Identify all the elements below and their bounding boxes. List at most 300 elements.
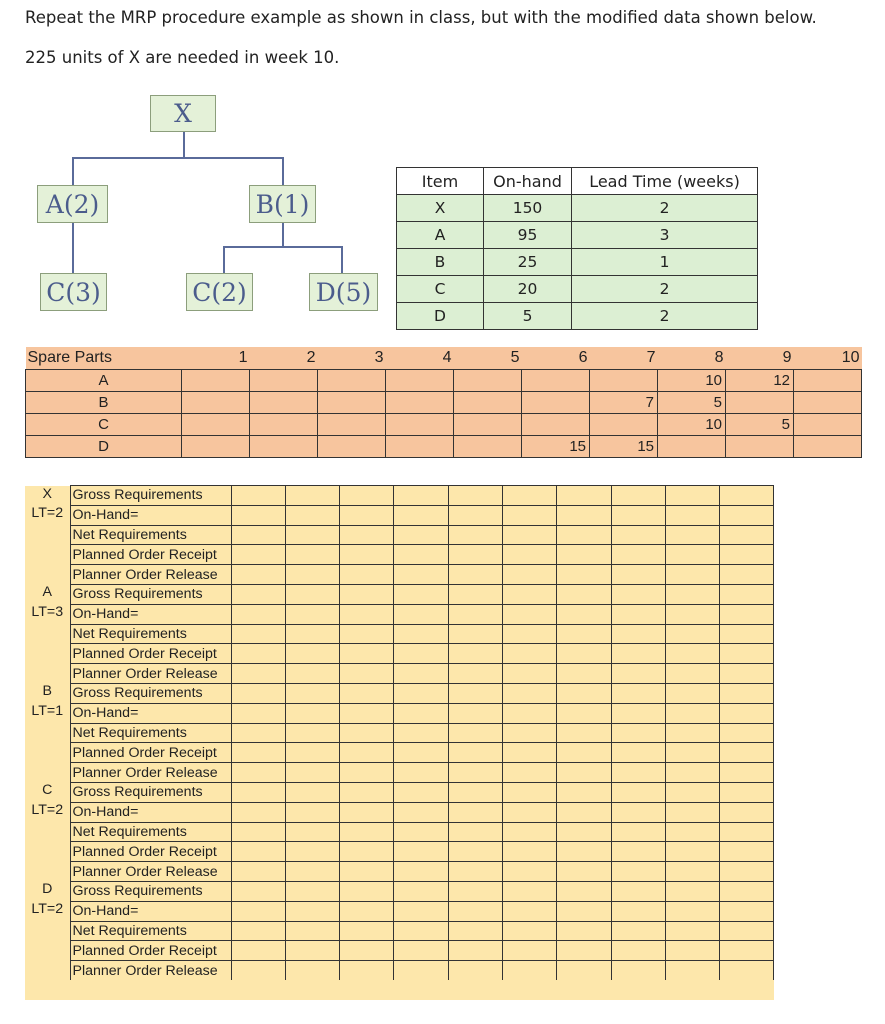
mrp-cell[interactable] <box>720 941 774 961</box>
mrp-cell[interactable] <box>665 901 719 921</box>
mrp-cell[interactable] <box>448 862 502 882</box>
mrp-cell[interactable] <box>665 565 719 585</box>
mrp-cell[interactable] <box>394 723 448 743</box>
mrp-cell[interactable] <box>611 723 665 743</box>
mrp-cell[interactable] <box>665 881 719 901</box>
mrp-cell[interactable] <box>448 881 502 901</box>
mrp-cell[interactable] <box>502 644 556 664</box>
mrp-cell[interactable] <box>502 961 556 981</box>
mrp-cell[interactable] <box>340 486 394 506</box>
mrp-item-name: X <box>25 486 70 506</box>
mrp-cell[interactable] <box>611 565 665 585</box>
mrp-cell[interactable] <box>394 802 448 822</box>
mrp-cell[interactable] <box>231 624 285 644</box>
spare-parts-cell: 5 <box>726 413 794 435</box>
mrp-cell[interactable] <box>665 505 719 525</box>
mrp-cell[interactable] <box>448 723 502 743</box>
mrp-cell[interactable] <box>448 584 502 604</box>
mrp-cell[interactable] <box>502 683 556 703</box>
mrp-cell[interactable] <box>340 782 394 802</box>
tree-connector <box>282 157 284 185</box>
mrp-cell[interactable] <box>231 683 285 703</box>
mrp-cell[interactable] <box>285 881 339 901</box>
mrp-cell[interactable] <box>720 703 774 723</box>
spare-parts-cell <box>250 413 318 435</box>
mrp-cell[interactable] <box>340 703 394 723</box>
mrp-cell[interactable] <box>394 881 448 901</box>
mrp-cell[interactable] <box>720 763 774 783</box>
inventory-header-item: Item <box>397 168 484 195</box>
mrp-cell[interactable] <box>502 703 556 723</box>
mrp-cell[interactable] <box>720 505 774 525</box>
mrp-cell[interactable] <box>285 644 339 664</box>
inventory-onhand: 5 <box>484 303 572 330</box>
mrp-cell[interactable] <box>557 565 611 585</box>
mrp-cell[interactable] <box>340 862 394 882</box>
spare-parts-cell: 7 <box>590 391 658 413</box>
mrp-cell[interactable] <box>665 743 719 763</box>
mrp-cell[interactable] <box>665 763 719 783</box>
mrp-cell[interactable] <box>502 486 556 506</box>
spare-parts-cell <box>522 369 590 391</box>
mrp-cell[interactable] <box>665 525 719 545</box>
mrp-cell[interactable] <box>502 565 556 585</box>
mrp-cell[interactable] <box>611 525 665 545</box>
mrp-cell[interactable] <box>394 862 448 882</box>
mrp-cell[interactable] <box>720 525 774 545</box>
mrp-row <box>25 505 774 525</box>
mrp-item-spacer <box>25 525 70 545</box>
mrp-cell[interactable] <box>394 941 448 961</box>
mrp-item-leadtime: LT=2 <box>25 901 70 921</box>
mrp-cell[interactable] <box>448 961 502 981</box>
tree-node-x: X <box>150 95 216 132</box>
mrp-cell[interactable] <box>557 604 611 624</box>
mrp-cell[interactable] <box>285 723 339 743</box>
mrp-cell[interactable] <box>340 525 394 545</box>
mrp-cell[interactable] <box>665 664 719 684</box>
mrp-cell[interactable] <box>448 782 502 802</box>
mrp-cell[interactable] <box>231 664 285 684</box>
mrp-cell[interactable] <box>557 664 611 684</box>
mrp-cell[interactable] <box>340 604 394 624</box>
mrp-cell[interactable] <box>665 683 719 703</box>
mrp-cell[interactable] <box>340 565 394 585</box>
mrp-cell[interactable] <box>665 624 719 644</box>
mrp-cell[interactable] <box>231 881 285 901</box>
mrp-cell[interactable] <box>557 881 611 901</box>
mrp-cell[interactable] <box>340 881 394 901</box>
mrp-cell[interactable] <box>502 921 556 941</box>
mrp-cell[interactable] <box>285 683 339 703</box>
mrp-cell[interactable] <box>340 545 394 565</box>
mrp-cell[interactable] <box>557 525 611 545</box>
mrp-cell[interactable] <box>502 624 556 644</box>
mrp-cell[interactable] <box>502 901 556 921</box>
mrp-cell[interactable] <box>340 723 394 743</box>
mrp-cell[interactable] <box>502 743 556 763</box>
mrp-cell[interactable] <box>611 763 665 783</box>
mrp-cell[interactable] <box>502 664 556 684</box>
mrp-cell[interactable] <box>394 505 448 525</box>
mrp-cell[interactable] <box>557 486 611 506</box>
mrp-cell[interactable] <box>448 703 502 723</box>
mrp-cell[interactable] <box>611 941 665 961</box>
mrp-cell[interactable] <box>502 584 556 604</box>
tree-node-c-under-b: C(2) <box>186 273 253 311</box>
mrp-cell[interactable] <box>720 842 774 862</box>
mrp-cell[interactable] <box>340 624 394 644</box>
mrp-item-name: C <box>25 782 70 802</box>
mrp-cell[interactable] <box>285 664 339 684</box>
mrp-cell[interactable] <box>665 921 719 941</box>
mrp-cell[interactable] <box>231 644 285 664</box>
mrp-cell[interactable] <box>720 921 774 941</box>
instruction-line-1: Repeat the MRP procedure example as shown in class, but with the modified data shown below. <box>25 8 817 27</box>
mrp-cell[interactable] <box>394 624 448 644</box>
mrp-item-spacer <box>25 921 70 941</box>
mrp-cell[interactable] <box>394 743 448 763</box>
mrp-row-label: Planned Order Receipt <box>70 545 231 565</box>
mrp-cell[interactable] <box>285 703 339 723</box>
mrp-cell[interactable] <box>231 842 285 862</box>
mrp-cell[interactable] <box>285 525 339 545</box>
mrp-cell[interactable] <box>394 604 448 624</box>
spare-parts-part: A <box>26 369 182 391</box>
mrp-cell[interactable] <box>611 604 665 624</box>
mrp-cell[interactable] <box>665 486 719 506</box>
mrp-cell[interactable] <box>448 525 502 545</box>
mrp-cell[interactable] <box>720 565 774 585</box>
mrp-cell[interactable] <box>611 842 665 862</box>
mrp-cell[interactable] <box>231 723 285 743</box>
mrp-cell[interactable] <box>448 624 502 644</box>
mrp-cell[interactable] <box>394 545 448 565</box>
mrp-cell[interactable] <box>394 901 448 921</box>
mrp-cell[interactable] <box>394 782 448 802</box>
mrp-row-label: Net Requirements <box>70 624 231 644</box>
mrp-cell[interactable] <box>665 961 719 981</box>
mrp-cell[interactable] <box>448 664 502 684</box>
mrp-cell[interactable] <box>285 743 339 763</box>
mrp-cell[interactable] <box>340 901 394 921</box>
mrp-cell[interactable] <box>611 961 665 981</box>
mrp-cell[interactable] <box>231 604 285 624</box>
mrp-cell[interactable] <box>448 743 502 763</box>
mrp-cell[interactable] <box>611 901 665 921</box>
mrp-cell[interactable] <box>665 941 719 961</box>
mrp-cell[interactable] <box>285 862 339 882</box>
mrp-cell[interactable] <box>394 525 448 545</box>
mrp-cell[interactable] <box>394 921 448 941</box>
mrp-cell[interactable] <box>340 941 394 961</box>
spare-parts-cell <box>590 369 658 391</box>
mrp-cell[interactable] <box>448 842 502 862</box>
mrp-cell[interactable] <box>720 486 774 506</box>
mrp-cell[interactable] <box>448 604 502 624</box>
mrp-cell[interactable] <box>611 703 665 723</box>
mrp-cell[interactable] <box>557 743 611 763</box>
spare-parts-cell <box>454 435 522 457</box>
mrp-cell[interactable] <box>394 703 448 723</box>
mrp-cell[interactable] <box>448 941 502 961</box>
mrp-cell[interactable] <box>665 604 719 624</box>
mrp-cell[interactable] <box>448 565 502 585</box>
mrp-cell[interactable] <box>557 901 611 921</box>
mrp-cell[interactable] <box>285 901 339 921</box>
mrp-cell[interactable] <box>231 525 285 545</box>
mrp-cell[interactable] <box>285 941 339 961</box>
mrp-cell[interactable] <box>448 683 502 703</box>
spare-parts-week-header: 8 <box>658 347 726 369</box>
mrp-table-footer <box>25 980 774 1000</box>
mrp-cell[interactable] <box>448 486 502 506</box>
mrp-cell[interactable] <box>502 604 556 624</box>
mrp-row <box>25 822 774 842</box>
mrp-cell[interactable] <box>394 584 448 604</box>
mrp-cell[interactable] <box>611 624 665 644</box>
mrp-cell[interactable] <box>611 486 665 506</box>
mrp-cell[interactable] <box>502 763 556 783</box>
inventory-leadtime: 1 <box>572 249 758 276</box>
mrp-cell[interactable] <box>611 822 665 842</box>
mrp-cell[interactable] <box>340 763 394 783</box>
mrp-cell[interactable] <box>231 703 285 723</box>
mrp-cell[interactable] <box>285 921 339 941</box>
mrp-cell[interactable] <box>557 782 611 802</box>
spare-parts-cell <box>250 391 318 413</box>
mrp-cell[interactable] <box>231 941 285 961</box>
mrp-cell[interactable] <box>665 802 719 822</box>
mrp-cell[interactable] <box>720 822 774 842</box>
mrp-cell[interactable] <box>285 584 339 604</box>
mrp-row-label: Planner Order Release <box>70 862 231 882</box>
spare-parts-cell <box>386 391 454 413</box>
mrp-cell[interactable] <box>231 545 285 565</box>
mrp-cell[interactable] <box>720 862 774 882</box>
spare-parts-cell: 10 <box>658 369 726 391</box>
mrp-cell[interactable] <box>720 743 774 763</box>
mrp-cell[interactable] <box>720 644 774 664</box>
spare-parts-week-header: 7 <box>590 347 658 369</box>
mrp-cell[interactable] <box>394 664 448 684</box>
mrp-cell[interactable] <box>448 822 502 842</box>
mrp-cell[interactable] <box>340 584 394 604</box>
spare-parts-cell <box>794 413 862 435</box>
mrp-row-label: Gross Requirements <box>70 881 231 901</box>
mrp-cell[interactable] <box>285 565 339 585</box>
mrp-cell[interactable] <box>720 782 774 802</box>
spare-parts-cell <box>182 435 250 457</box>
mrp-cell[interactable] <box>665 703 719 723</box>
mrp-cell[interactable] <box>231 743 285 763</box>
mrp-cell[interactable] <box>611 584 665 604</box>
tree-node-a: A(2) <box>37 185 108 223</box>
mrp-cell[interactable] <box>448 545 502 565</box>
mrp-cell[interactable] <box>448 921 502 941</box>
mrp-cell[interactable] <box>557 802 611 822</box>
mrp-cell[interactable] <box>285 505 339 525</box>
mrp-cell[interactable] <box>340 683 394 703</box>
mrp-cell[interactable] <box>340 822 394 842</box>
mrp-cell[interactable] <box>231 822 285 842</box>
mrp-cell[interactable] <box>557 763 611 783</box>
mrp-cell[interactable] <box>394 486 448 506</box>
mrp-cell[interactable] <box>665 822 719 842</box>
mrp-cell[interactable] <box>502 941 556 961</box>
mrp-cell[interactable] <box>557 624 611 644</box>
mrp-cell[interactable] <box>340 664 394 684</box>
mrp-cell[interactable] <box>340 505 394 525</box>
mrp-cell[interactable] <box>720 881 774 901</box>
mrp-cell[interactable] <box>665 723 719 743</box>
mrp-cell[interactable] <box>665 584 719 604</box>
spare-parts-cell <box>522 413 590 435</box>
mrp-cell[interactable] <box>665 644 719 664</box>
mrp-cell[interactable] <box>502 842 556 862</box>
mrp-cell[interactable] <box>611 505 665 525</box>
mrp-item-spacer <box>25 545 70 565</box>
mrp-cell[interactable] <box>285 604 339 624</box>
mrp-cell[interactable] <box>720 723 774 743</box>
mrp-cell[interactable] <box>285 624 339 644</box>
mrp-cell[interactable] <box>394 763 448 783</box>
mrp-cell[interactable] <box>285 545 339 565</box>
mrp-cell[interactable] <box>285 802 339 822</box>
mrp-item-spacer <box>25 664 70 684</box>
mrp-cell[interactable] <box>720 624 774 644</box>
mrp-cell[interactable] <box>231 782 285 802</box>
mrp-row-label: Gross Requirements <box>70 486 231 506</box>
mrp-cell[interactable] <box>502 881 556 901</box>
mrp-row <box>25 584 774 604</box>
mrp-cell[interactable] <box>394 565 448 585</box>
mrp-cell[interactable] <box>231 565 285 585</box>
mrp-cell[interactable] <box>502 505 556 525</box>
mrp-cell[interactable] <box>611 683 665 703</box>
mrp-cell[interactable] <box>665 842 719 862</box>
inventory-onhand: 25 <box>484 249 572 276</box>
mrp-cell[interactable] <box>231 802 285 822</box>
mrp-cell[interactable] <box>502 525 556 545</box>
mrp-cell[interactable] <box>340 842 394 862</box>
mrp-cell[interactable] <box>285 486 339 506</box>
mrp-cell[interactable] <box>557 921 611 941</box>
mrp-cell[interactable] <box>557 505 611 525</box>
mrp-cell[interactable] <box>720 664 774 684</box>
mrp-cell[interactable] <box>340 921 394 941</box>
mrp-cell[interactable] <box>557 842 611 862</box>
mrp-cell[interactable] <box>720 545 774 565</box>
inventory-header-row <box>397 168 758 195</box>
mrp-cell[interactable] <box>611 881 665 901</box>
spare-parts-cell: 10 <box>658 413 726 435</box>
mrp-cell[interactable] <box>557 683 611 703</box>
mrp-cell[interactable] <box>502 545 556 565</box>
mrp-cell[interactable] <box>285 822 339 842</box>
mrp-cell[interactable] <box>557 644 611 664</box>
mrp-cell[interactable] <box>394 961 448 981</box>
mrp-cell[interactable] <box>285 842 339 862</box>
mrp-row <box>25 644 774 664</box>
mrp-cell[interactable] <box>611 802 665 822</box>
mrp-item-name: B <box>25 683 70 703</box>
mrp-cell[interactable] <box>720 961 774 981</box>
mrp-cell[interactable] <box>611 782 665 802</box>
mrp-cell[interactable] <box>231 921 285 941</box>
mrp-cell[interactable] <box>557 584 611 604</box>
mrp-cell[interactable] <box>611 743 665 763</box>
mrp-cell[interactable] <box>611 644 665 664</box>
mrp-cell[interactable] <box>557 545 611 565</box>
mrp-cell[interactable] <box>448 763 502 783</box>
mrp-cell[interactable] <box>720 802 774 822</box>
mrp-cell[interactable] <box>557 941 611 961</box>
mrp-cell[interactable] <box>557 723 611 743</box>
mrp-cell[interactable] <box>557 862 611 882</box>
spare-parts-title: Spare Parts <box>26 347 182 369</box>
mrp-cell[interactable] <box>720 604 774 624</box>
mrp-cell[interactable] <box>502 723 556 743</box>
mrp-cell[interactable] <box>231 505 285 525</box>
mrp-cell[interactable] <box>394 842 448 862</box>
mrp-cell[interactable] <box>448 644 502 664</box>
mrp-cell[interactable] <box>394 683 448 703</box>
mrp-cell[interactable] <box>231 584 285 604</box>
mrp-cell[interactable] <box>611 921 665 941</box>
mrp-cell[interactable] <box>665 545 719 565</box>
mrp-cell[interactable] <box>340 644 394 664</box>
mrp-row-label: Gross Requirements <box>70 782 231 802</box>
mrp-cell[interactable] <box>665 782 719 802</box>
mrp-cell[interactable] <box>720 584 774 604</box>
mrp-cell[interactable] <box>285 763 339 783</box>
mrp-cell[interactable] <box>502 802 556 822</box>
mrp-cell[interactable] <box>340 802 394 822</box>
mrp-cell[interactable] <box>448 505 502 525</box>
mrp-cell[interactable] <box>557 703 611 723</box>
mrp-cell[interactable] <box>611 664 665 684</box>
spare-parts-cell <box>590 413 658 435</box>
mrp-cell[interactable] <box>340 961 394 981</box>
mrp-cell[interactable] <box>448 901 502 921</box>
mrp-cell[interactable] <box>394 822 448 842</box>
mrp-cell[interactable] <box>720 683 774 703</box>
mrp-cell[interactable] <box>448 802 502 822</box>
mrp-cell[interactable] <box>285 782 339 802</box>
mrp-cell[interactable] <box>665 862 719 882</box>
mrp-cell[interactable] <box>394 644 448 664</box>
mrp-cell[interactable] <box>502 862 556 882</box>
inventory-onhand: 150 <box>484 195 572 222</box>
mrp-cell[interactable] <box>502 822 556 842</box>
mrp-cell[interactable] <box>231 763 285 783</box>
mrp-row <box>25 683 774 703</box>
mrp-cell[interactable] <box>611 862 665 882</box>
mrp-row <box>25 941 774 961</box>
mrp-cell[interactable] <box>557 822 611 842</box>
mrp-cell[interactable] <box>720 901 774 921</box>
mrp-cell[interactable] <box>340 743 394 763</box>
mrp-cell[interactable] <box>231 901 285 921</box>
mrp-cell[interactable] <box>231 961 285 981</box>
mrp-cell[interactable] <box>231 862 285 882</box>
mrp-cell[interactable] <box>285 961 339 981</box>
mrp-cell[interactable] <box>231 486 285 506</box>
mrp-cell[interactable] <box>502 782 556 802</box>
mrp-cell[interactable] <box>611 545 665 565</box>
mrp-cell[interactable] <box>557 961 611 981</box>
